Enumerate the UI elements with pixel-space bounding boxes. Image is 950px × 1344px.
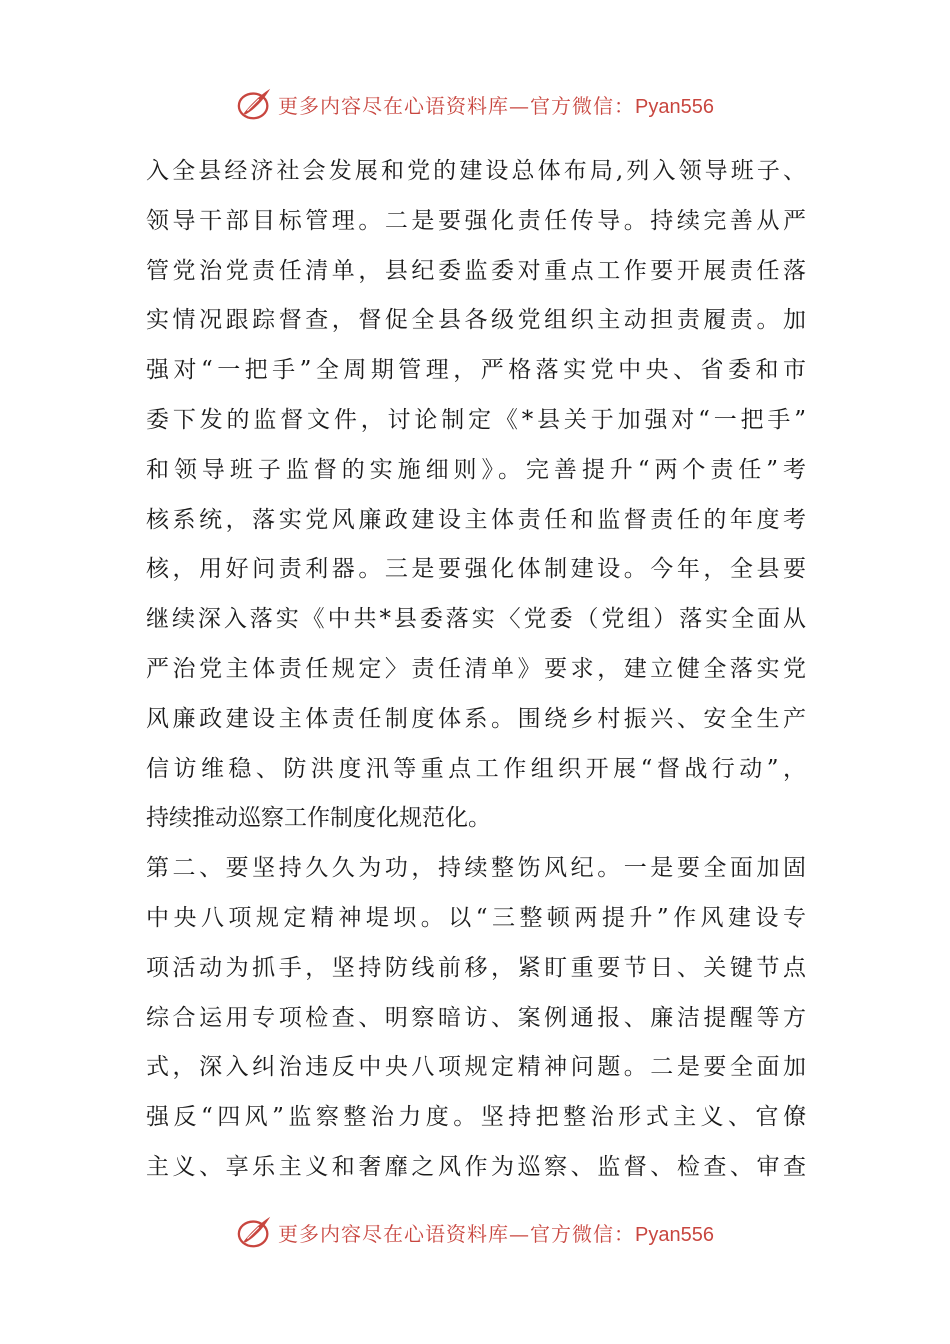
header-watermark <box>0 84 950 124</box>
watermark-label: 更多内容尽在心语资料库—官方微信： <box>278 1221 636 1246</box>
text-line: 持续推动巡察工作制度化规范化。 <box>146 805 491 832</box>
text-line: 第二、要坚持久久为功，持续整饬风纪。一是要全面加固 <box>146 855 806 882</box>
footer-watermark <box>0 1212 950 1252</box>
text-line: 领导干部目标管理。二是要强化责任传导。持续完善从严 <box>146 207 806 234</box>
document-body <box>146 147 806 1193</box>
watermark-wechat-id: Pyan556 <box>635 1223 714 1246</box>
watermark-wechat-id: Pyan556 <box>635 95 714 118</box>
text-line: 管党治党责任清单，县纪委监委对重点工作要开展责任落 <box>146 257 806 284</box>
text-line: 主义、享乐主义和奢靡之风作为巡察、监督、检查、审查 <box>146 1153 806 1180</box>
text-line: 风廉政建设主体责任制度体系。围绕乡村振兴、安全生产 <box>146 705 806 732</box>
text-line: 强对“一把手”全周期管理，严格落实党中央、省委和市 <box>146 357 806 384</box>
watermark-label: 更多内容尽在心语资料库—官方微信： <box>278 93 636 118</box>
text-line: 核，用好问责利器。三是要强化体制建设。今年，全县要 <box>146 556 806 583</box>
text-line: 信访维稳、防洪度汛等重点工作组织开展“督战行动”， <box>146 755 806 782</box>
text-line: 项活动为抓手，坚持防线前移，紧盯重要节日、关键节点 <box>146 954 806 981</box>
text-line: 式，深入纠治违反中央八项规定精神问题。二是要全面加 <box>146 1054 806 1081</box>
text-line: 强反“四风”监察整治力度。坚持把整治形式主义、官僚 <box>146 1104 806 1131</box>
quill-logo-icon <box>236 85 274 123</box>
text-line: 继续深入落实《中共*县委落实〈党委（党组）落实全面从 <box>146 606 806 633</box>
text-line: 实情况跟踪督查，督促全县各级党组织主动担责履责。加 <box>146 307 806 334</box>
text-line: 中央八项规定精神堤坝。以“三整顿两提升”作风建设专 <box>146 904 806 931</box>
quill-logo-icon <box>236 1213 274 1251</box>
text-line: 委下发的监督文件，讨论制定《*县关于加强对“一把手” <box>146 406 806 433</box>
text-line: 入全县经济社会发展和党的建设总体布局,列入领导班子、 <box>146 158 806 184</box>
text-line: 综合运用专项检查、明察暗访、案例通报、廉洁提醒等方 <box>146 1004 806 1031</box>
text-line: 和领导班子监督的实施细则》。完善提升“两个责任”考 <box>146 456 806 483</box>
text-line: 严治党主体责任规定〉责任清单》要求，建立健全落实党 <box>146 655 806 682</box>
text-line: 核系统，落实党风廉政建设主体责任和监督责任的年度考 <box>146 506 806 533</box>
